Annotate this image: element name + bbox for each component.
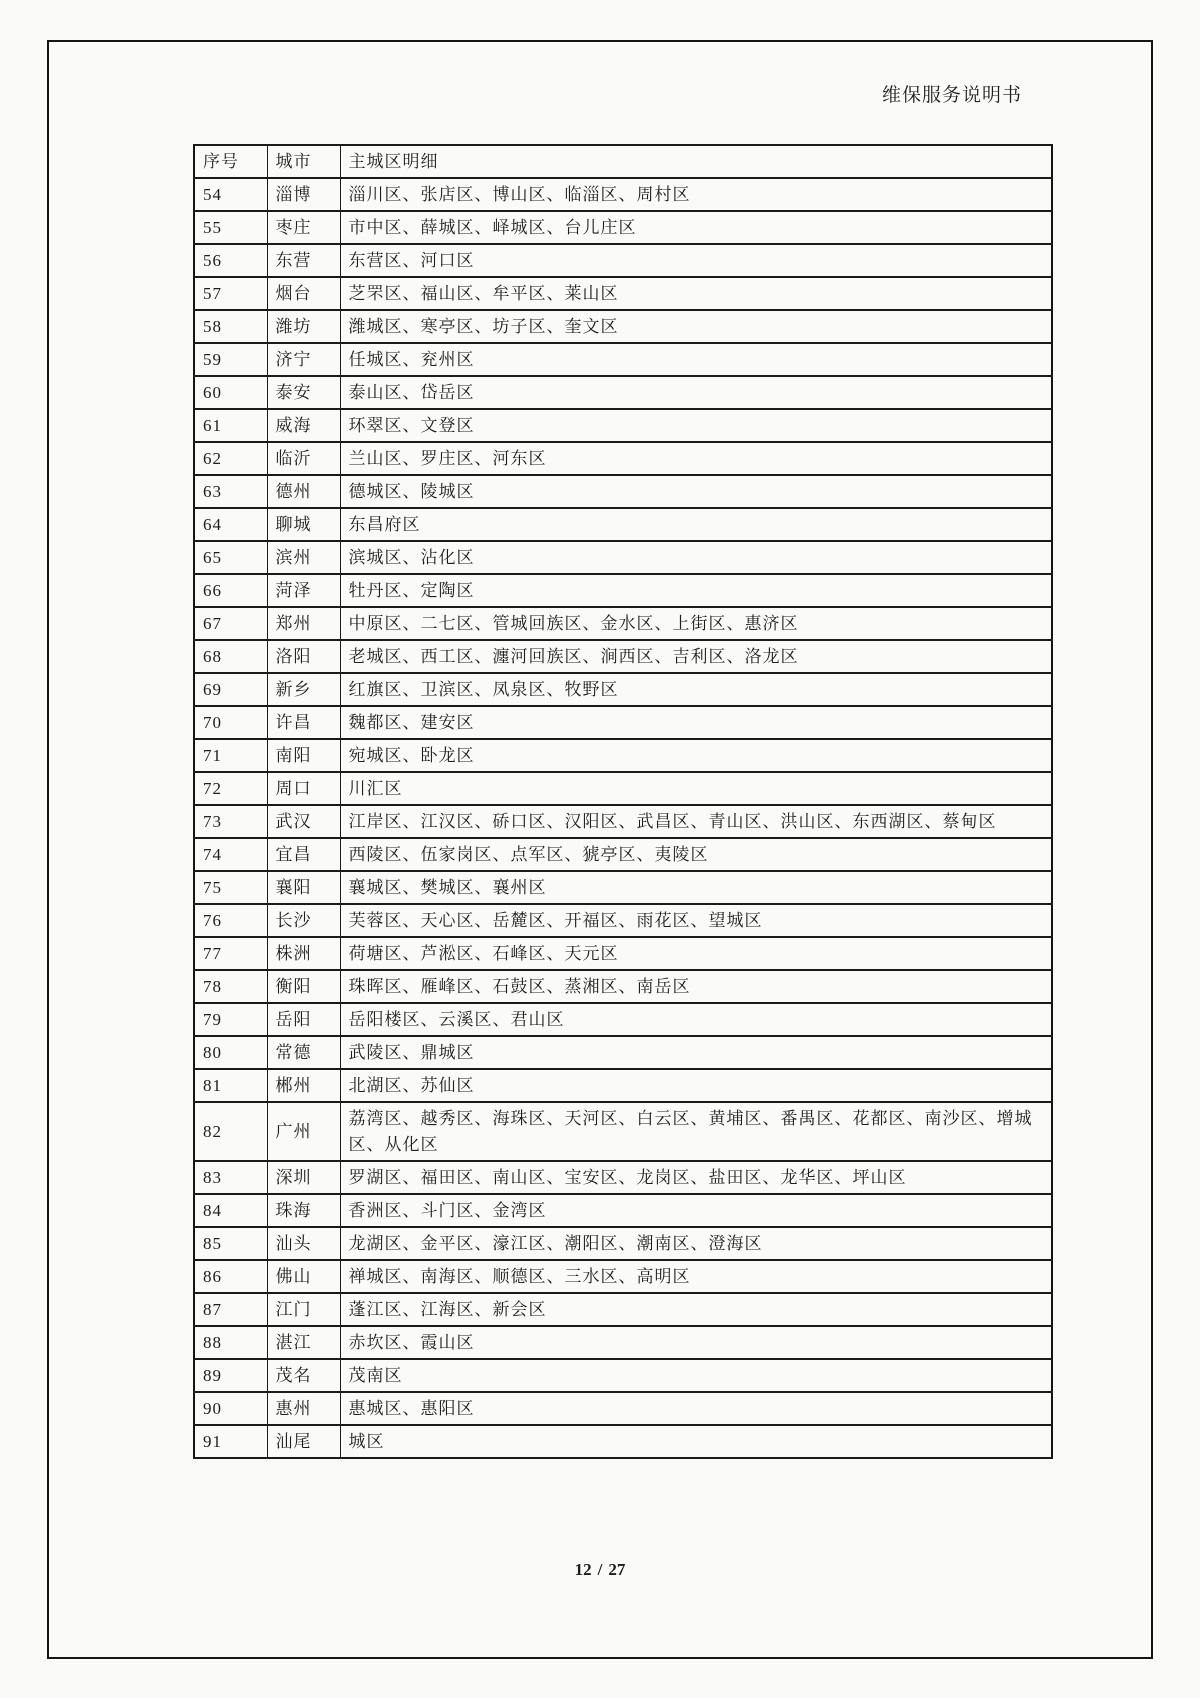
table-row	[194, 442, 1052, 475]
cell-districts: 赤坎区、霞山区	[340, 1326, 1052, 1359]
cell-districts: 泰山区、岱岳区	[340, 376, 1052, 409]
cell-row-number: 55	[194, 211, 267, 244]
table-row	[194, 574, 1052, 607]
table-row	[194, 904, 1052, 937]
cell-city-name: 淄博	[267, 178, 340, 211]
cell-row-number: 89	[194, 1359, 267, 1392]
table-row	[194, 211, 1052, 244]
cell-row-number: 70	[194, 706, 267, 739]
table-row	[194, 640, 1052, 673]
table-row	[194, 1003, 1052, 1036]
cell-row-number: 84	[194, 1194, 267, 1227]
cell-city-name: 株洲	[267, 937, 340, 970]
cell-city-name: 菏泽	[267, 574, 340, 607]
cell-city-name: 郴州	[267, 1069, 340, 1102]
table-row	[194, 772, 1052, 805]
document-header-title: 维保服务说明书	[881, 85, 1022, 106]
cell-row-number: 69	[194, 673, 267, 706]
cell-districts: 任城区、兖州区	[340, 343, 1052, 376]
cell-row-number: 71	[194, 739, 267, 772]
cell-city-name: 聊城	[267, 508, 340, 541]
cell-city-name: 许昌	[267, 706, 340, 739]
cell-row-number: 82	[194, 1102, 267, 1161]
cell-districts: 襄城区、樊城区、襄州区	[340, 871, 1052, 904]
cell-city-name: 郑州	[267, 607, 340, 640]
cell-row-number: 74	[194, 838, 267, 871]
cell-districts: 宛城区、卧龙区	[340, 739, 1052, 772]
table-row	[194, 376, 1052, 409]
cell-city-name: 德州	[267, 475, 340, 508]
cell-row-number: 59	[194, 343, 267, 376]
cell-city-name: 茂名	[267, 1359, 340, 1392]
page-footer	[0, 1560, 1200, 1580]
cell-city-name: 潍坊	[267, 310, 340, 343]
cell-city-name: 武汉	[267, 805, 340, 838]
table-row	[194, 838, 1052, 871]
cell-city-name: 枣庄	[267, 211, 340, 244]
cell-row-number: 67	[194, 607, 267, 640]
table-row	[194, 343, 1052, 376]
cell-districts: 珠晖区、雁峰区、石鼓区、蒸湘区、南岳区	[340, 970, 1052, 1003]
cell-districts: 芙蓉区、天心区、岳麓区、开福区、雨花区、望城区	[340, 904, 1052, 937]
table-row	[194, 1194, 1052, 1227]
cell-districts: 武陵区、鼎城区	[340, 1036, 1052, 1069]
cell-row-number: 90	[194, 1392, 267, 1425]
table-row	[194, 508, 1052, 541]
cell-row-number: 79	[194, 1003, 267, 1036]
cell-row-number: 87	[194, 1293, 267, 1326]
table-row	[194, 1227, 1052, 1260]
cell-city-name: 广州	[267, 1102, 340, 1161]
cell-row-number: 86	[194, 1260, 267, 1293]
cell-row-number: 80	[194, 1036, 267, 1069]
cell-row-number: 65	[194, 541, 267, 574]
cell-row-number: 58	[194, 310, 267, 343]
cell-row-number: 81	[194, 1069, 267, 1102]
cell-districts: 龙湖区、金平区、濠江区、潮阳区、潮南区、澄海区	[340, 1227, 1052, 1260]
cell-city-name: 济宁	[267, 343, 340, 376]
cell-districts: 西陵区、伍家岗区、点军区、猇亭区、夷陵区	[340, 838, 1052, 871]
cell-row-number: 63	[194, 475, 267, 508]
table-row	[194, 1293, 1052, 1326]
table-row	[194, 739, 1052, 772]
page-number-total: 27	[608, 1560, 626, 1579]
table-body	[194, 178, 1052, 1458]
cell-row-number: 83	[194, 1161, 267, 1194]
cell-city-name: 汕尾	[267, 1425, 340, 1458]
cell-city-name: 襄阳	[267, 871, 340, 904]
table-row	[194, 244, 1052, 277]
cell-districts: 市中区、薛城区、峄城区、台儿庄区	[340, 211, 1052, 244]
cell-districts: 荷塘区、芦淞区、石峰区、天元区	[340, 937, 1052, 970]
cell-city-name: 珠海	[267, 1194, 340, 1227]
cell-districts: 惠城区、惠阳区	[340, 1392, 1052, 1425]
cell-districts: 川汇区	[340, 772, 1052, 805]
city-district-table	[193, 144, 1053, 1459]
table-row	[194, 1036, 1052, 1069]
cell-city-name: 周口	[267, 772, 340, 805]
cell-districts: 蓬江区、江海区、新会区	[340, 1293, 1052, 1326]
table-row	[194, 607, 1052, 640]
cell-districts: 兰山区、罗庄区、河东区	[340, 442, 1052, 475]
cell-row-number: 61	[194, 409, 267, 442]
table-row	[194, 937, 1052, 970]
cell-city-name: 常德	[267, 1036, 340, 1069]
cell-city-name: 深圳	[267, 1161, 340, 1194]
cell-districts: 淄川区、张店区、博山区、临淄区、周村区	[340, 178, 1052, 211]
cell-city-name: 宜昌	[267, 838, 340, 871]
cell-districts: 中原区、二七区、管城回族区、金水区、上街区、惠济区	[340, 607, 1052, 640]
page-number-separator: /	[597, 1560, 603, 1579]
cell-row-number: 62	[194, 442, 267, 475]
cell-row-number: 77	[194, 937, 267, 970]
cell-row-number: 57	[194, 277, 267, 310]
table-header-row	[194, 145, 1052, 178]
cell-row-number: 85	[194, 1227, 267, 1260]
table-row	[194, 475, 1052, 508]
cell-row-number: 91	[194, 1425, 267, 1458]
table-row	[194, 805, 1052, 838]
cell-city-name: 临沂	[267, 442, 340, 475]
cell-city-name: 南阳	[267, 739, 340, 772]
cell-row-number: 56	[194, 244, 267, 277]
cell-districts: 东营区、河口区	[340, 244, 1052, 277]
cell-row-number: 72	[194, 772, 267, 805]
cell-city-name: 烟台	[267, 277, 340, 310]
cell-districts: 岳阳楼区、云溪区、君山区	[340, 1003, 1052, 1036]
cell-city-name: 衡阳	[267, 970, 340, 1003]
cell-districts: 滨城区、沾化区	[340, 541, 1052, 574]
table-header	[194, 145, 1052, 178]
cell-city-name: 佛山	[267, 1260, 340, 1293]
table-row	[194, 706, 1052, 739]
cell-districts: 禅城区、南海区、顺德区、三水区、高明区	[340, 1260, 1052, 1293]
column-header-number: 序号	[194, 145, 267, 178]
cell-districts: 老城区、西工区、瀍河回族区、涧西区、吉利区、洛龙区	[340, 640, 1052, 673]
table-row	[194, 277, 1052, 310]
page-number-current: 12	[574, 1560, 592, 1579]
cell-districts: 茂南区	[340, 1359, 1052, 1392]
cell-row-number: 68	[194, 640, 267, 673]
cell-row-number: 60	[194, 376, 267, 409]
table-row	[194, 1102, 1052, 1161]
cell-row-number: 76	[194, 904, 267, 937]
cell-districts: 环翠区、文登区	[340, 409, 1052, 442]
table-row	[194, 310, 1052, 343]
table-row	[194, 1326, 1052, 1359]
table-row	[194, 1392, 1052, 1425]
cell-city-name: 湛江	[267, 1326, 340, 1359]
cell-city-name: 东营	[267, 244, 340, 277]
cell-row-number: 78	[194, 970, 267, 1003]
cell-districts: 牡丹区、定陶区	[340, 574, 1052, 607]
cell-city-name: 长沙	[267, 904, 340, 937]
cell-districts: 潍城区、寒亭区、坊子区、奎文区	[340, 310, 1052, 343]
cell-districts: 北湖区、苏仙区	[340, 1069, 1052, 1102]
table-row	[194, 1359, 1052, 1392]
table-row	[194, 1260, 1052, 1293]
column-header-city: 城市	[267, 145, 340, 178]
table-row	[194, 970, 1052, 1003]
cell-districts: 德城区、陵城区	[340, 475, 1052, 508]
table-row	[194, 1425, 1052, 1458]
cell-districts: 荔湾区、越秀区、海珠区、天河区、白云区、黄埔区、番禺区、花都区、南沙区、增城区、从化区	[340, 1102, 1052, 1161]
cell-row-number: 75	[194, 871, 267, 904]
cell-districts: 红旗区、卫滨区、凤泉区、牧野区	[340, 673, 1052, 706]
cell-districts: 城区	[340, 1425, 1052, 1458]
column-header-districts: 主城区明细	[340, 145, 1052, 178]
table-row	[194, 1069, 1052, 1102]
cell-row-number: 88	[194, 1326, 267, 1359]
table-row	[194, 1161, 1052, 1194]
cell-city-name: 江门	[267, 1293, 340, 1326]
cell-city-name: 岳阳	[267, 1003, 340, 1036]
cell-row-number: 64	[194, 508, 267, 541]
cell-city-name: 汕头	[267, 1227, 340, 1260]
cell-city-name: 滨州	[267, 541, 340, 574]
table-row	[194, 541, 1052, 574]
cell-districts: 魏都区、建安区	[340, 706, 1052, 739]
cell-city-name: 威海	[267, 409, 340, 442]
cell-districts: 东昌府区	[340, 508, 1052, 541]
cell-districts: 江岸区、江汉区、硚口区、汉阳区、武昌区、青山区、洪山区、东西湖区、蔡甸区	[340, 805, 1052, 838]
cell-districts: 香洲区、斗门区、金湾区	[340, 1194, 1052, 1227]
cell-city-name: 惠州	[267, 1392, 340, 1425]
table-row	[194, 409, 1052, 442]
cell-city-name: 洛阳	[267, 640, 340, 673]
cell-districts: 罗湖区、福田区、南山区、宝安区、龙岗区、盐田区、龙华区、坪山区	[340, 1161, 1052, 1194]
cell-row-number: 73	[194, 805, 267, 838]
cell-city-name: 泰安	[267, 376, 340, 409]
cell-city-name: 新乡	[267, 673, 340, 706]
cell-row-number: 66	[194, 574, 267, 607]
cell-districts: 芝罘区、福山区、牟平区、莱山区	[340, 277, 1052, 310]
table-row	[194, 673, 1052, 706]
table-row	[194, 178, 1052, 211]
table-row	[194, 871, 1052, 904]
cell-row-number: 54	[194, 178, 267, 211]
